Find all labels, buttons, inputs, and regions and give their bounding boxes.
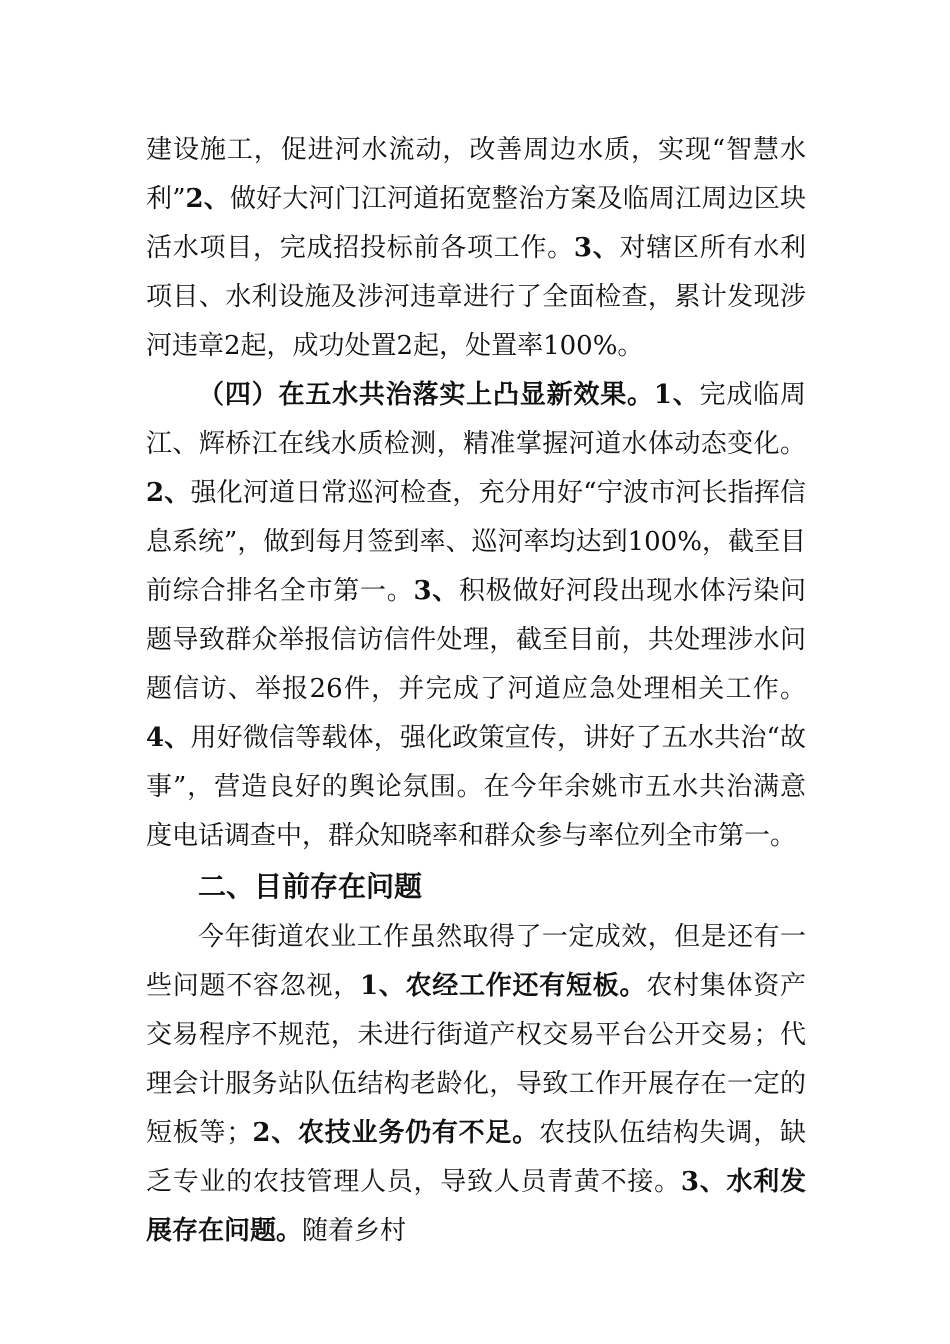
bold-text-run: 4、 bbox=[146, 723, 191, 753]
paragraph-water-projects bbox=[146, 126, 806, 371]
bold-text-run: 1、农经工作还有短板。 bbox=[359, 971, 647, 1001]
paragraph-problems bbox=[146, 913, 806, 1256]
text-run: 对辖区所有水利项目、水利设施及涉河违章进行了全面检查，累计发现涉河违章2起，成功处置2起，处置率100%。 bbox=[146, 233, 806, 361]
text-run: 农技队伍结构失调，缺乏专业的农技管理人员，导致人员青黄不接。 bbox=[146, 1118, 806, 1197]
bold-text-run: 3、 bbox=[413, 576, 460, 606]
text-run: 积极做好河段出现水体污染问题导致群众举报信访信件处理，截至目前，共处理涉水问题信访、举报26件，并完成了河道应急处理相关工作。 bbox=[146, 576, 806, 704]
bold-text-run: 3、水利发展存在问题。 bbox=[146, 1167, 806, 1246]
bold-text-run: 2、 bbox=[185, 184, 230, 214]
document-body bbox=[146, 126, 806, 1256]
text-run: 强化河道日常巡河检查，充分用好“宁波市河长指挥信息系统”，做到每月签到率、巡河率均达到100%，截至目前综合排名全市第一。 bbox=[146, 478, 807, 606]
text-run: 农村集体资产交易程序不规范，未进行街道产权交易平台公开交易；代理会计服务站队伍结构老龄化，导致工作开展存在一定的短板等； bbox=[146, 971, 806, 1148]
text-run: 做好大河门江河道拓宽整治方案及临周江周边区块活水项目，完成招投标前各项工作。 bbox=[146, 184, 806, 263]
bold-text-run: 2、 bbox=[146, 478, 191, 508]
text-run: 今年街道农业工作虽然取得了一定成效，但是还有一些问题不容忽视， bbox=[146, 922, 806, 1001]
bold-text-run: 3、 bbox=[573, 233, 620, 263]
text-run: 随着乡村 bbox=[302, 1216, 407, 1246]
text-run: 完成临周江、辉桥江在线水质检测，精准掌握河道水体动态变化。 bbox=[146, 380, 806, 459]
bold-text-run: （四）在五水共治落实上凸显新效果。1、 bbox=[198, 380, 700, 410]
text-run: 用好微信等载体，强化政策宣传，讲好了五水共治“故事”，营造良好的舆论氛围。在今年余姚市五水共治满意度电话调查中，群众知晓率和群众参与率位列全市第一。 bbox=[146, 723, 807, 851]
paragraph-five-water-governance bbox=[146, 371, 806, 861]
text-run: 建设施工，促进河水流动，改善周边水质，实现“智慧水利” bbox=[146, 135, 806, 214]
section-heading-current-problems: 二、目前存在问题 bbox=[198, 870, 423, 903]
bold-text-run: 2、农技业务仍有不足。 bbox=[252, 1118, 539, 1148]
